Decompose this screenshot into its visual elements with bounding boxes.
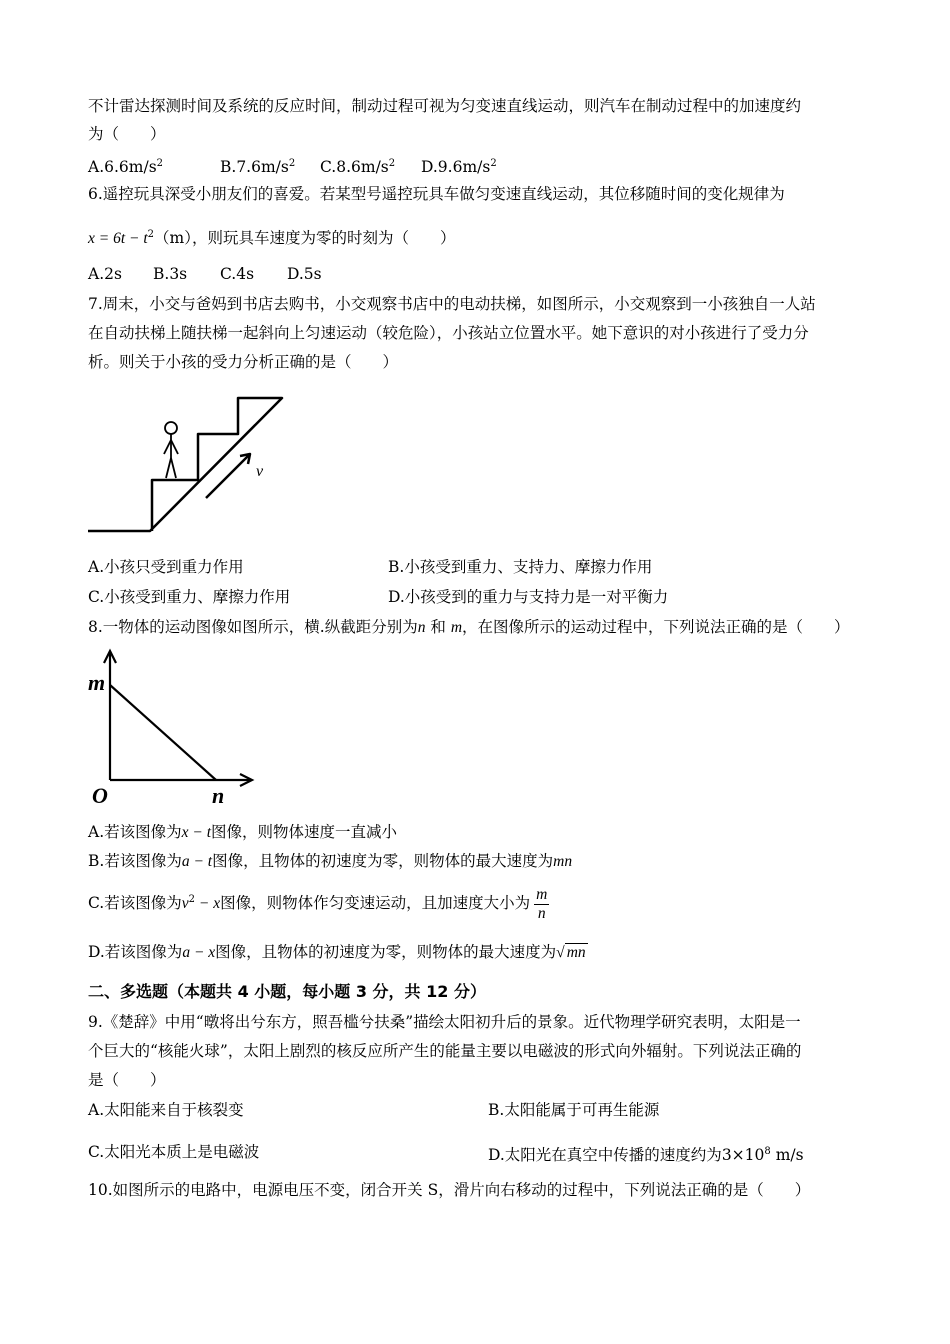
q5-option-a[interactable]: $A.6.6m/s^2$ bbox=[88, 158, 164, 176]
q10-stem-line1: 10.如图所示的电路中，电源电压不变，闭合开关 S，滑片向右移动的过程中，下列说法正确的是（ ） bbox=[88, 1181, 811, 1199]
q5-option-d[interactable]: $D.9.6m/s^2$ bbox=[421, 158, 497, 176]
origin-label: O bbox=[92, 783, 108, 808]
q7-option-d[interactable]: D.小孩受到的重力与支持力是一对平衡力 bbox=[388, 588, 669, 606]
q6-stem-line1: 6.遥控玩具深受小朋友们的喜爱。若某型号遥控玩具车做匀变速直线运动，其位移随时间的变化规律为 bbox=[88, 185, 785, 203]
q5-option-b[interactable]: $B.7.6m/s^2$ bbox=[220, 158, 296, 176]
q6-option-a[interactable]: A.2s bbox=[88, 265, 122, 283]
q6-formula: x = 6t − t bbox=[88, 230, 148, 247]
velocity-arrow bbox=[206, 454, 250, 498]
q5-stem-line1: 不计雷达探测时间及系统的反应时间，制动过程可视为匀变速直线运动，则汽车在制动过程中的加速度约 bbox=[88, 97, 802, 115]
q9-stem-line3: 是（ ） bbox=[88, 1071, 166, 1089]
q9-stem-line1: 9.《楚辞》中用“暾将出兮东方，照吾槛兮扶桑”描绘太阳初升后的景象。近代物理学研究表明，太阳是一 bbox=[88, 1013, 801, 1031]
q9-stem-line2: 个巨大的“核能火球”，太阳上剧烈的核反应所产生的能量主要以电磁波的形式向外辐射。下列说法正确的 bbox=[88, 1042, 802, 1060]
q8-option-c[interactable]: C.若该图像为$v^2 - x$图像，则物体作匀变速运动，且加速度大小为 $\frac{m}{n}$ bbox=[88, 885, 548, 922]
velocity-label: v bbox=[256, 463, 264, 480]
child-figure bbox=[164, 422, 178, 478]
q7-stem-line2: 在自动扶梯上随扶梯一起斜向上匀速运动（较危险），小孩站立位置水平。她下意识的对小孩进行了受力分 bbox=[88, 324, 809, 342]
escalator-figure bbox=[84, 390, 294, 535]
q7-stem-line1: 7.周末，小交与爸妈到书店去购书，小交观察书店中的电动扶梯，如图所示，小交观察到一小孩独自一人站 bbox=[88, 295, 816, 313]
q7-option-c[interactable]: C.小孩受到重力、摩擦力作用 bbox=[88, 588, 291, 606]
q6-option-b[interactable]: B.3s bbox=[153, 265, 188, 283]
q7-option-a[interactable]: A.小孩只受到重力作用 bbox=[88, 558, 244, 576]
escalator-steps bbox=[88, 398, 282, 531]
q8-option-b[interactable]: B.若该图像为a − t图像，且物体的初速度为零，则物体的最大速度为mn bbox=[88, 852, 573, 870]
q7-option-b[interactable]: B.小孩受到重力、支持力、摩擦力作用 bbox=[388, 558, 653, 576]
q5-option-c[interactable]: $C.8.6m/s^2$ bbox=[320, 158, 396, 176]
section-heading-multiple-choice: 二、多选题（本题共 4 小题，每小题 3 分，共 12 分） bbox=[88, 982, 486, 1001]
q7-stem-line3: 析。则关于小孩的受力分析正确的是（ ） bbox=[88, 353, 399, 371]
q9-option-c[interactable]: C.太阳光本质上是电磁波 bbox=[88, 1143, 260, 1161]
q5-stem-line2: 为（ ） bbox=[88, 125, 166, 143]
graph-line bbox=[110, 685, 216, 780]
q9-option-b[interactable]: B.太阳能属于可再生能源 bbox=[488, 1101, 660, 1119]
motion-graph bbox=[84, 645, 264, 810]
q9-option-d[interactable]: D.太阳光在真空中传播的速度约为$3\times 10^8$ m/s bbox=[488, 1146, 804, 1164]
x-intercept-label: n bbox=[212, 783, 225, 808]
q6-stem-line2: $x = 6t - t^2(m)$，则玩具车速度为零的时刻为（ ） bbox=[88, 229, 456, 247]
q8-option-d[interactable]: D.若该图像为a − x图像，且物体的初速度为零，则物体的最大速度为√ mn bbox=[88, 943, 586, 961]
q9-option-a[interactable]: A.太阳能来自于核裂变 bbox=[88, 1101, 244, 1119]
q8-option-a[interactable]: A.若该图像为x − t图像，则物体速度一直减小 bbox=[88, 823, 398, 841]
y-intercept-label: m bbox=[88, 670, 106, 695]
q8-stem: 8.一物体的运动图像如图所示，横.纵截距分别为n 和 m，在图像所示的运动过程中，下列说法正确的是（ ） bbox=[88, 618, 850, 636]
q6-option-d[interactable]: D.5s bbox=[287, 265, 322, 283]
q6-option-c[interactable]: C.4s bbox=[220, 265, 255, 283]
